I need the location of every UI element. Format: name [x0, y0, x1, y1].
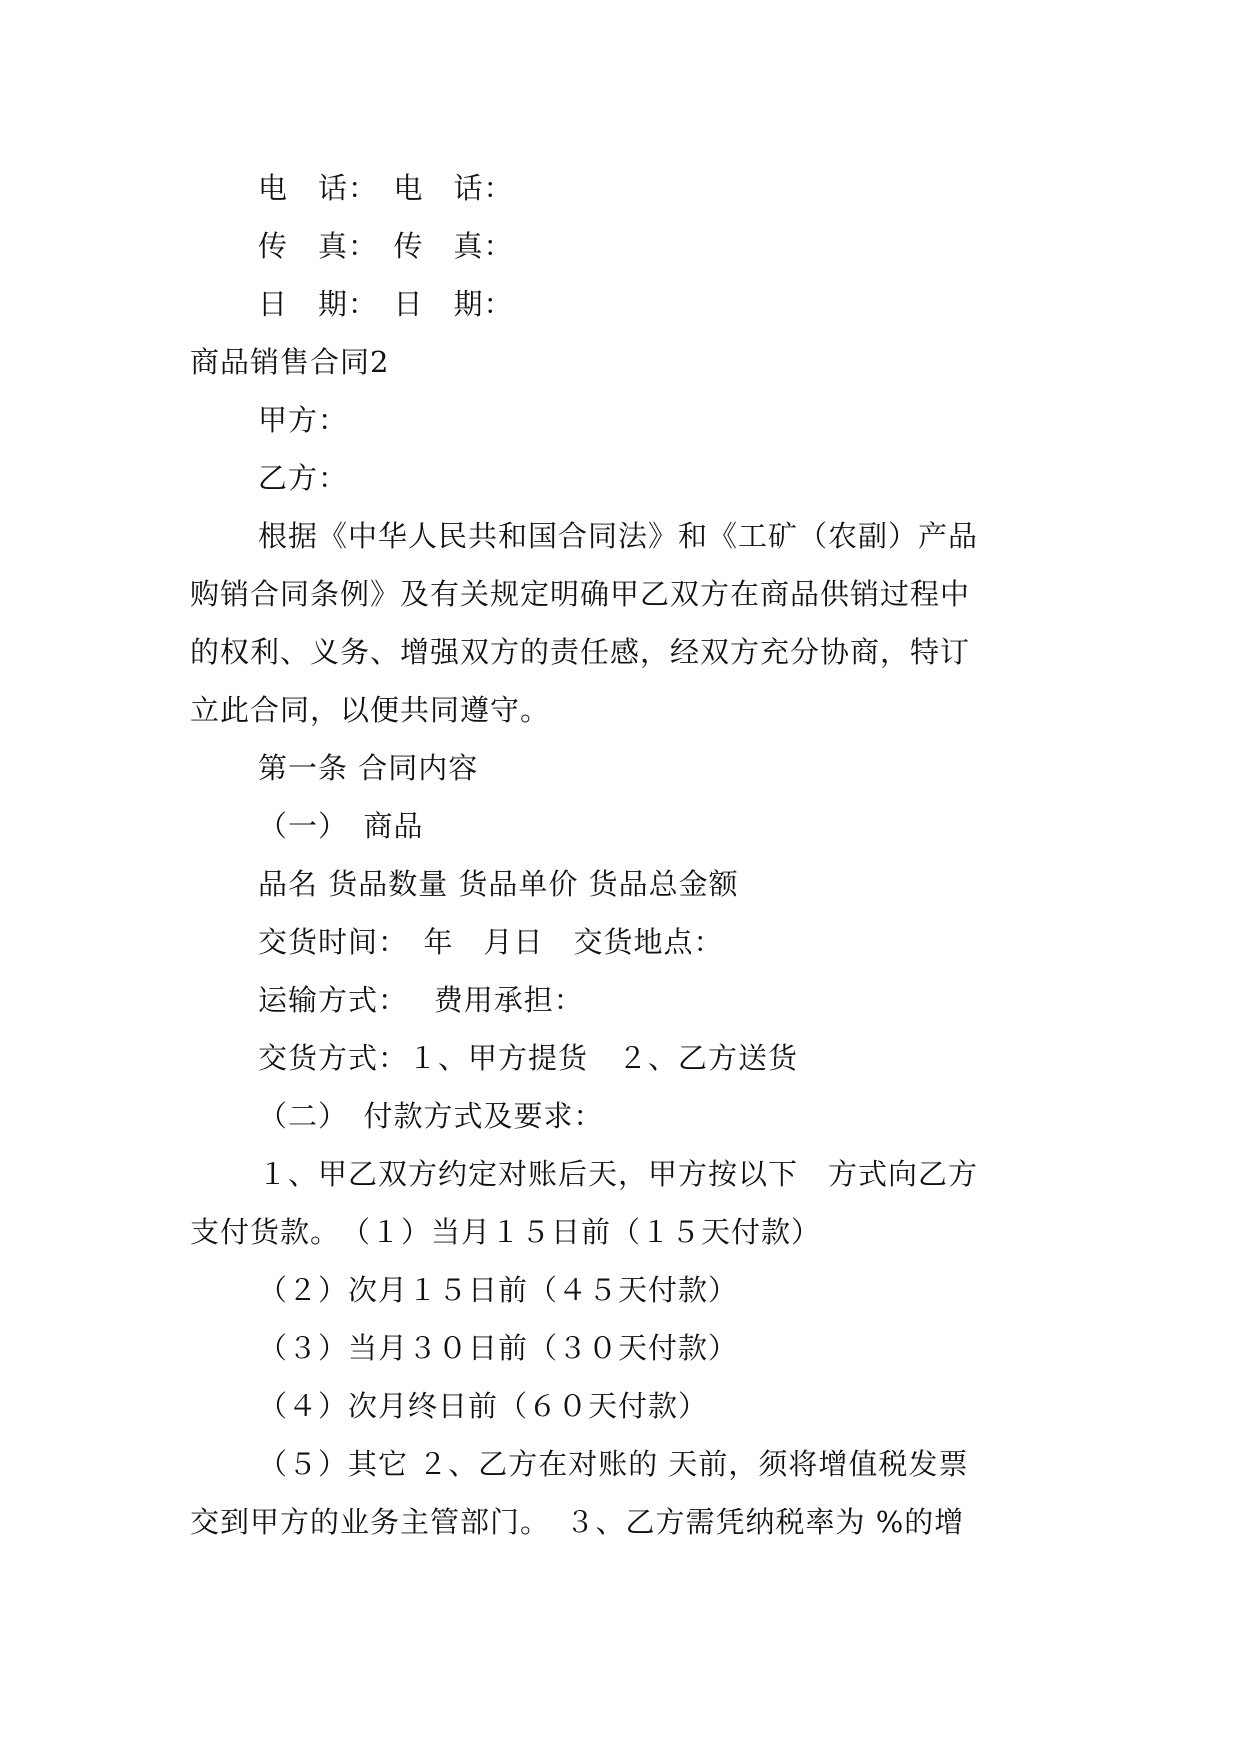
date-line: 日 期： 日 期：: [258, 287, 514, 321]
paragraph-line: １、甲乙双方约定对账后天，甲方按以下 方式向乙方: [258, 1157, 979, 1191]
paragraph-line: 交到甲方的业务主管部门。 ３、乙方需凭纳税率为 %的增: [190, 1505, 965, 1539]
paragraph-line: 的权利、义务、增强双方的责任感，经双方充分协商，特订: [190, 635, 971, 669]
paragraph-line: 根据《中华人民共和国合同法》和《工矿（农副）产品: [258, 519, 979, 553]
paragraph-line: 购销合同条例》及有关规定明确甲乙双方在商品供销过程中: [190, 577, 971, 611]
paragraph-line: 支付货款。 （１）当月１５日前（１５天付款）: [190, 1215, 822, 1249]
paragraph-line: 立此合同，以便共同遵守。: [190, 693, 551, 727]
delivery-method-line: 交货方式：１、甲方提货 ２、乙方送货: [258, 1041, 799, 1075]
payment-option-line: （３）当月３０日前（３０天付款）: [258, 1331, 739, 1365]
subsection-heading: （一） 商品: [258, 809, 424, 843]
phone-line: 电 话： 电 话：: [258, 171, 514, 205]
fax-line: 传 真： 传 真：: [258, 229, 514, 263]
subsection-heading: （二） 付款方式及要求：: [258, 1099, 604, 1133]
payment-option-line: （４）次月终日前（６０天付款）: [258, 1389, 709, 1423]
goods-fields-line: 品名 货品数量 货品单价 货品总金额: [258, 867, 739, 901]
delivery-time-line: 交货时间： 年 月日 交货地点：: [258, 925, 724, 959]
paragraph-line: （５）其它 ２、乙方在对账的 天前，须将增值税发票: [258, 1447, 969, 1481]
transport-line: 运输方式： 费用承担：: [258, 983, 584, 1017]
party-a-line: 甲方：: [258, 403, 349, 437]
document-title: 商品销售合同2: [190, 345, 390, 379]
payment-option-line: （２）次月１５日前（４５天付款）: [258, 1273, 739, 1307]
party-b-line: 乙方：: [258, 461, 349, 495]
section-heading: 第一条 合同内容: [258, 751, 479, 785]
